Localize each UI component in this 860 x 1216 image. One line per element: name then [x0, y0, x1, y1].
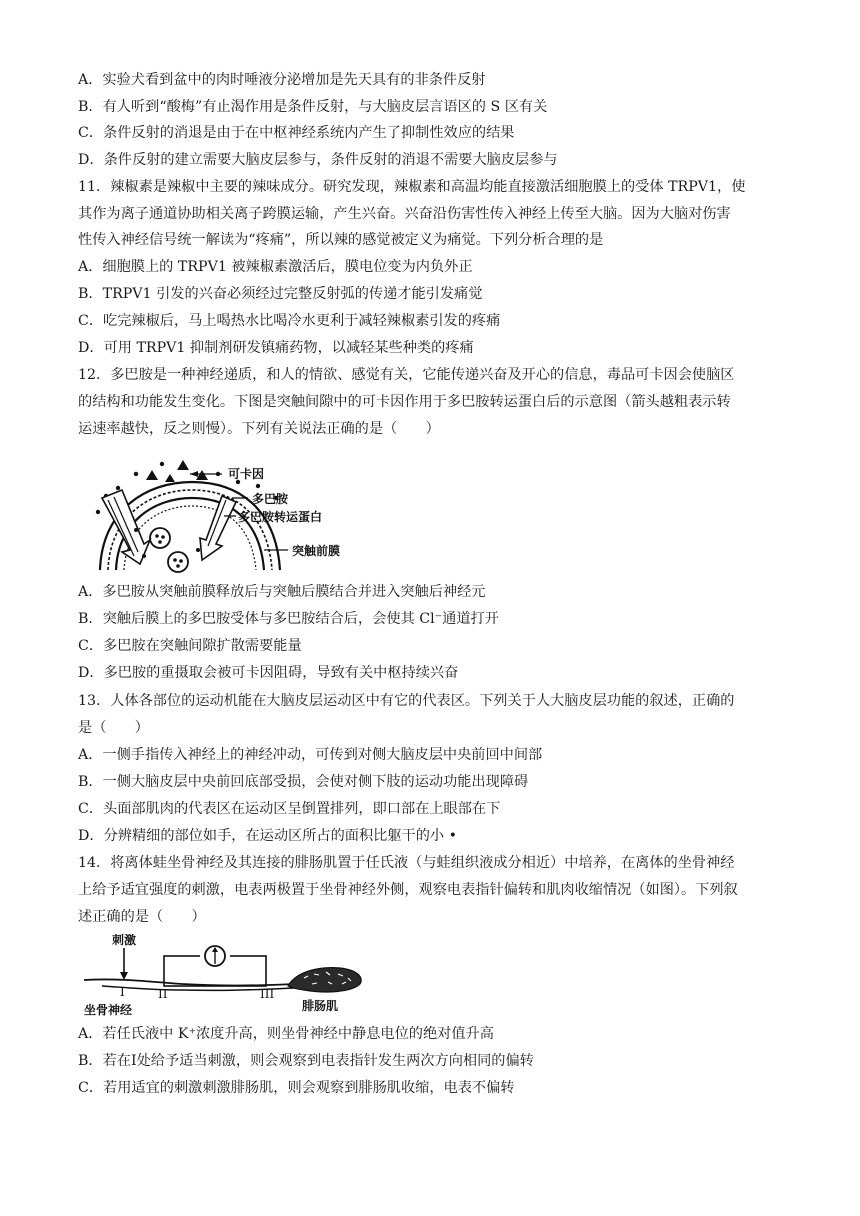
transporter-arrow-right	[200, 496, 236, 560]
cocaine-triangle	[177, 460, 189, 470]
nerve-muscle-figure	[82, 934, 372, 1020]
cocaine-triangle	[146, 470, 158, 480]
q13-stem-line-2: 是（ ）	[78, 720, 149, 736]
label-point-3: III	[260, 987, 275, 1001]
dopamine-dot	[134, 528, 138, 532]
synapse-cocaine-figure	[88, 452, 368, 576]
dopamine-dot	[256, 484, 260, 488]
q13-option-a: A．一侧手指传入神经上的神经冲动，可传到对侧大脑皮层中央前回中间部	[78, 747, 543, 763]
q11-option-c: C．吃完辣椒后，马上喝热水比喝冷水更利于减轻辣椒素引发的疼痛	[78, 313, 501, 329]
q10-option-d: D．条件反射的建立需要大脑皮层参与，条件反射的消退不需要大脑皮层参与	[78, 152, 558, 168]
q14-option-c: C．若用适宜的刺激刺激腓肠肌，则会观察到腓肠肌收缩，电表不偏转	[78, 1080, 515, 1096]
label-cocaine: 可卡因	[228, 467, 265, 481]
q11-stem-line-1: 11．辣椒素是辣椒中主要的辣味成分。研究发现，辣椒素和高温均能直接激活细胞膜上的受体 TRPV1，使	[78, 179, 746, 195]
q14-option-a: A．若任氏液中 K⁺浓度升高，则坐骨神经中静息电位的绝对值升高	[78, 1026, 494, 1042]
label-dopamine: 多巴胺	[252, 492, 289, 506]
q12-option-a: A．多巴胺从突触前膜释放后与突触后膜结合并进入突触后神经元	[78, 584, 486, 600]
sciatic-nerve	[84, 979, 294, 985]
dopamine-dot	[142, 554, 146, 558]
label-stimulus: 刺激	[112, 934, 137, 947]
q13-option-c: C．头面部肌肉的代表区在运动区呈倒置排列，即口部在上眼部在下	[78, 801, 501, 817]
vesicle	[150, 528, 170, 548]
q13-option-b: B．一侧大脑皮层中央前回底部受损，会使对侧下肢的运动功能出现障碍	[78, 774, 529, 790]
q10-option-b: B．有人听到“酸梅”有止渴作用是条件反射，与大脑皮层言语区的 S 区有关	[78, 99, 548, 115]
q11-stem-line-2: 其作为离子通道协助相关离子跨膜运输，产生兴奋。兴奋沿伤害性传入神经上传至大脑。因为大脑对伤害	[78, 206, 731, 222]
label-presynaptic-membrane: 突触前膜	[292, 544, 341, 558]
vesicle	[168, 552, 188, 572]
q14-stem-line-3: 述正确的是（ ）	[78, 909, 206, 925]
q12-option-c: C．多巴胺在突触间隙扩散需要能量	[78, 638, 302, 654]
label-gastrocnemius: 腓肠肌	[302, 999, 339, 1013]
q12-stem-line-3: 运速率越快，反之则慢）。下列有关说法正确的是（ ）	[78, 421, 440, 437]
dopamine-dot	[160, 462, 164, 466]
transporter-arrow-left	[102, 490, 150, 564]
label-dopamine-transporter: 多巴胺转运蛋白	[238, 510, 323, 524]
label-point-2: II	[158, 987, 168, 1001]
q14-stem-line-2: 上给予适宜强度的刺激，电表两极置于坐骨神经外侧，观察电表指针偏转和肌肉收缩情况（如图）。下列叙	[78, 882, 738, 898]
label-sciatic-nerve: 坐骨神经	[84, 1003, 133, 1017]
label-point-1: I	[120, 985, 125, 999]
q14-option-b: B．若在I处给予适当刺激，则会观察到电表指针发生两次方向相同的偏转	[78, 1053, 534, 1069]
q11-option-d: D．可用 TRPV1 抑制剂研发镇痛药物，以减轻某些种类的疼痛	[78, 340, 474, 356]
q10-option-c: C．条件反射的消退是由于在中枢神经系统内产生了抑制性效应的结果	[78, 125, 515, 141]
q12-option-b: B．突触后膜上的多巴胺受体与多巴胺结合后，会使其 Cl⁻通道打开	[78, 611, 499, 627]
q11-stem-line-3: 性传入神经信号统一解读为“疼痛”，所以辣的感觉被定义为痛觉。下列分析合理的是	[78, 232, 604, 248]
q10-option-a: A．实验犬看到盆中的肉时唾液分泌增加是先天具有的非条件反射	[78, 72, 486, 88]
q11-option-b: B．TRPV1 引发的兴奋必须经过完整反射弧的传递才能引发痛觉	[78, 286, 483, 302]
cocaine-triangle	[165, 474, 175, 482]
dopamine-dot	[96, 510, 100, 514]
q13-stem-line-1: 13．人体各部位的运动机能在大脑皮层运动区中有它的代表区。下列关于人大脑皮层功能的叙述，正确的	[78, 693, 735, 709]
dopamine-dot	[116, 486, 120, 490]
dopamine-dot	[134, 472, 138, 476]
q11-option-a: A．细胞膜上的 TRPV1 被辣椒素激活后，膜电位变为内负外正	[78, 259, 473, 275]
gastrocnemius-muscle	[288, 968, 361, 992]
q12-stem-line-2: 的结构和功能发生变化。下图是突触间隙中的可卡因作用于多巴胺转运蛋白后的示意图（箭头越粗表示转	[78, 394, 731, 410]
q12-stem-line-1: 12．多巴胺是一种神经递质，和人的情欲、感觉有关，它能传递兴奋及开心的信息，毒品可卡因会使脑区	[78, 367, 735, 383]
dopamine-dot	[196, 548, 200, 552]
q13-option-d: D．分辨精细的部位如手，在运动区所占的面积比躯干的小 •	[78, 828, 457, 844]
q12-option-d: D．多巴胺的重摄取会被可卡因阻碍，导致有关中枢持续兴奋	[78, 665, 459, 681]
q14-stem-line-1: 14．将离体蛙坐骨神经及其连接的腓肠肌置于任氏液（与蛙组织液成分相近）中培养，在离体的坐骨神经	[78, 855, 735, 871]
